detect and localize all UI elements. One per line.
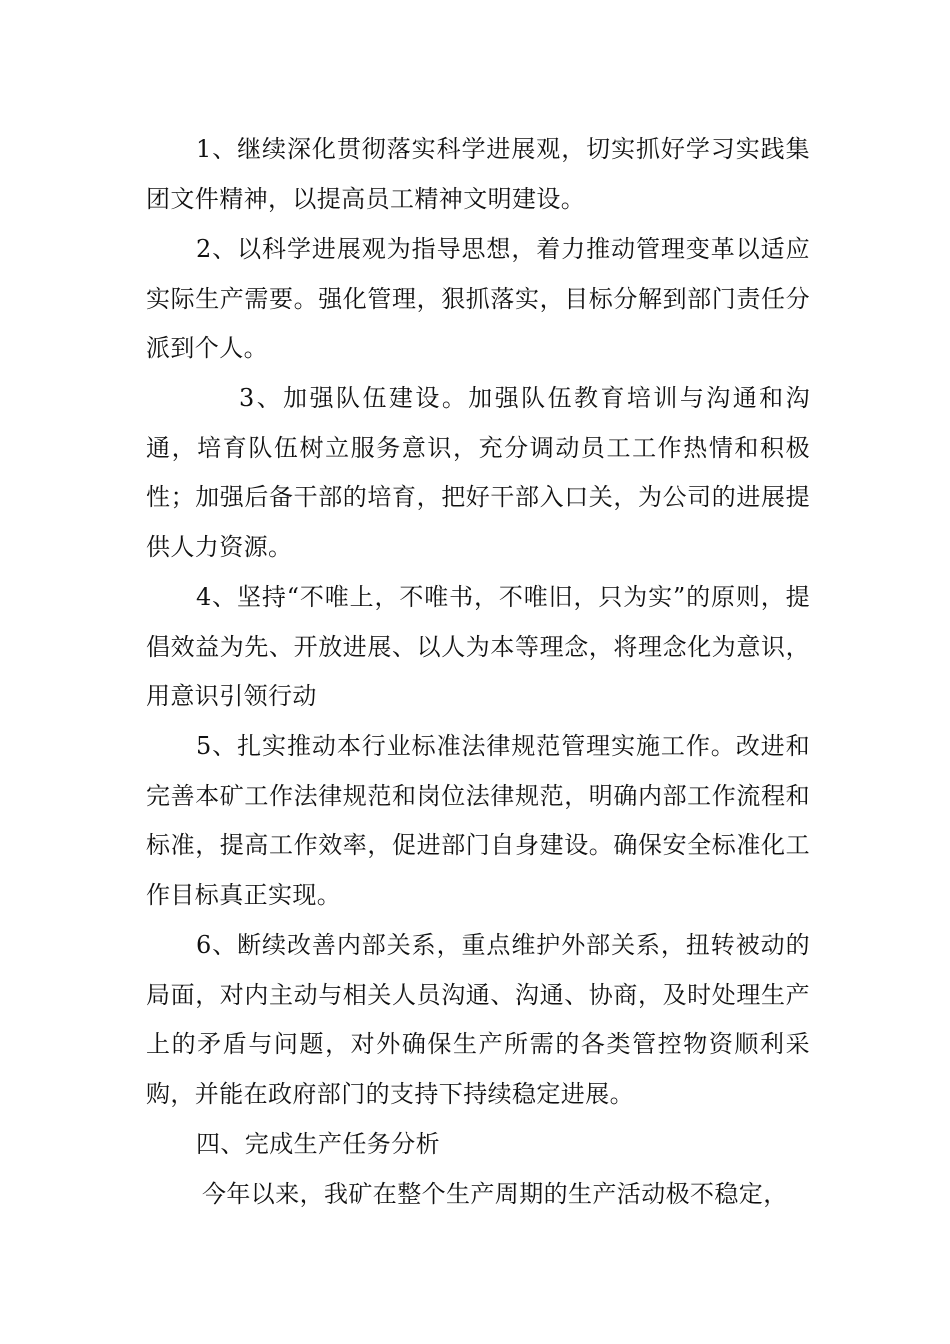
paragraph-item-2: 2、以科学进展观为指导思想，着力推动管理变革以适应实际生产需要。强化管理，狠抓落实，目标分解到部门责任分派到个人。 <box>146 235 810 362</box>
paragraph-item-5: 5、扎实推动本行业标准法律规范管理实施工作。改进和完善本矿工作法律规范和岗位法律规范，明确内部工作流程和标准，提高工作效率，促进部门自身建设。确保安全标准化工作目标真正实现。 <box>146 732 810 909</box>
paragraph-item-1: 1、继续深化贯彻落实科学进展观，切实抓好学习实践集团文件精神，以提高员工精神文明建设。 <box>146 135 810 213</box>
paragraph-item-4: 4、坚持“不唯上，不唯书，不唯旧，只为实”的原则，提倡效益为先、开放进展、以人为本等理念，将理念化为意识，用意识引领行动 <box>146 583 810 710</box>
section-heading: 四、完成生产任务分析 <box>196 1130 440 1158</box>
paragraph-item-3: 3、加强队伍建设。加强队伍教育培训与沟通和沟通，培育队伍树立服务意识，充分调动员工工作热情和积极性；加强后备干部的培育，把好干部入口关，为公司的进展提供人力资源。 <box>146 384 810 561</box>
paragraph-item-7: 今年以来，我矿在整个生产周期的生产活动极不稳定， <box>202 1180 788 1208</box>
paragraph-item-6: 6、断续改善内部关系，重点维护外部关系，扭转被动的局面，对内主动与相关人员沟通、沟通、协商，及时处理生产上的矛盾与问题，对外确保生产所需的各类管控物资顺利采购，并能在政府部门的支持下持续稳定进展。 <box>146 931 810 1108</box>
